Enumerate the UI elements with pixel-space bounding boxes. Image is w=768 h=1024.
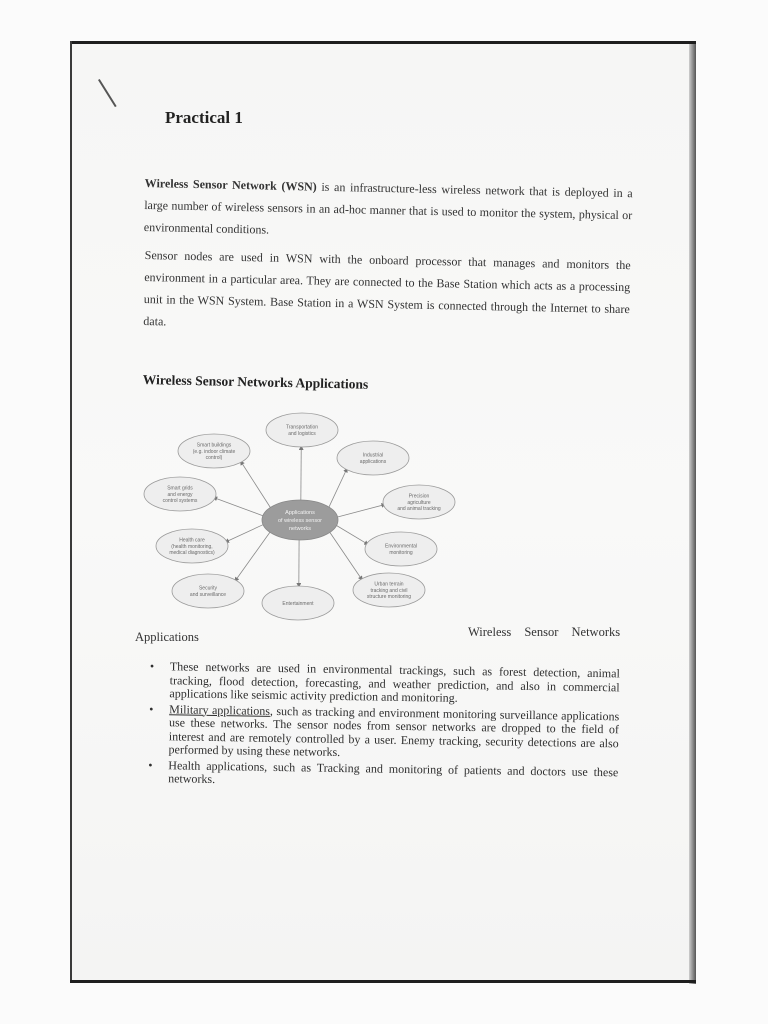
diagram-node-label: Environmental xyxy=(385,543,417,550)
intro-paragraph xyxy=(144,172,633,248)
figure-caption-left: Applications xyxy=(135,630,199,644)
diagram-arrow xyxy=(329,468,347,507)
bullet-environmental-text: These networks are used in environmental trackings, such as forest detection, animal tracking, flood detection, forecasting, and weather prediction, and also in commercial applications like seismic activity prediction and monitoring. xyxy=(169,659,620,705)
diagram-node-label: (e.g. indoor climate xyxy=(192,448,236,455)
diagram-arrow xyxy=(338,504,386,517)
applications-diagram xyxy=(140,408,470,630)
diagram-node-label: Smart buildings xyxy=(196,442,232,449)
diagram-node-label: tracking and civil xyxy=(370,587,408,594)
diagram-arrow xyxy=(213,497,263,515)
diagram-arrow xyxy=(225,525,263,543)
applications-heading: Wireless Sensor Networks Applications xyxy=(142,372,369,392)
diagram-arrow xyxy=(241,461,271,507)
bullet-health-text: Health applications, such as Tracking and monitoring of patients and doctors use these networks. xyxy=(168,757,619,787)
diagram-node-label: and surveillance xyxy=(189,592,227,598)
sensor-nodes-paragraph: Sensor nodes are used in WSN with the onboard processor that manages and monitors the environment in a particular area. They are connected to the Base Station which acts as a processing unit in the WSN System. Base Station in a WSN System is connected through the Internet to share data. xyxy=(143,247,631,329)
diagram-node-label: Entertainment xyxy=(282,600,314,607)
military-applications-link[interactable]: Military applications xyxy=(169,701,271,718)
diagram-node-label: (health monitoring, xyxy=(171,543,213,550)
diagram-node-label: Smart grids xyxy=(167,485,193,492)
diagram-arrow xyxy=(330,532,362,580)
diagram-node-label: and logistics xyxy=(288,431,316,437)
figure-caption-right: Wireless Sensor Networks xyxy=(468,625,621,639)
wsn-definition: is an infrastructure-less wireless network that is deployed in a large number of wireless sensors in an ad-hoc manner that is used to monitor the system, physical or environmental conditions. xyxy=(143,179,633,237)
diagram-node-label: Security xyxy=(198,585,218,592)
diagram-node-label: structure monitoring xyxy=(366,594,412,601)
bullet-health: • Health applications, such as Tracking and monitoring of patients and doctors use these networks. xyxy=(148,757,619,787)
diagram-node-label: Transportation xyxy=(285,424,319,431)
bullet-environmental: • These networks are used in environmental trackings, such as forest detection, animal tracking, flood detection, forecasting, and weather prediction, and also in commercial applications like seismic activity prediction and monitoring. xyxy=(149,659,620,705)
diagram-node-label: and animal tracking xyxy=(397,506,441,513)
diagram-arrow xyxy=(337,526,369,545)
diagram-node-label: control) xyxy=(205,455,223,462)
bullet-military: • Military applications, such as tracking and environment monitoring surveillance applications use these networks. The sensor nodes from sensor networks are dropped to the field of interest and are remotely controlled by a user. Enemy tracking, security detections are also performed by using these networks. xyxy=(149,701,620,759)
diagram-node-label: applications xyxy=(359,459,387,465)
applications-bullet-list xyxy=(148,660,620,795)
diagram-node-label: monitoring xyxy=(389,550,413,556)
page-title: Practical 1 xyxy=(165,108,243,127)
diagram-node-label: Precision xyxy=(408,493,430,500)
diagram-node-label: control systems xyxy=(162,498,198,505)
bullet-military-text: , such as tracking and environment monitoring surveillance applications use these networks. The sensor nodes from sensor networks are dropped to the field of interest and are remotely controlled by a user. Enemy tracking, security detections are also performed by using these networks. xyxy=(168,703,620,759)
diagram-center-label: of wireless sensor xyxy=(277,518,323,524)
diagram-node-label: medical diagnostics) xyxy=(169,550,215,557)
wsn-term: Wireless Sensor Network (WSN) xyxy=(144,175,317,194)
diagram-center-label: networks xyxy=(288,526,312,532)
diagram-node-label: Health care xyxy=(179,537,205,544)
diagram-node-label: and energy xyxy=(167,491,193,498)
applications-diagram-svg xyxy=(140,408,470,630)
diagram-center-label: Applications xyxy=(285,510,315,516)
diagram-node-label: Industrial xyxy=(362,452,384,459)
diagram-node-label: Urban terrain xyxy=(374,581,404,588)
photo-edge-right xyxy=(689,44,696,984)
diagram-node-label: agriculture xyxy=(407,499,431,506)
photo-edge-bottom xyxy=(70,980,696,983)
diagram-arrow xyxy=(235,532,270,581)
